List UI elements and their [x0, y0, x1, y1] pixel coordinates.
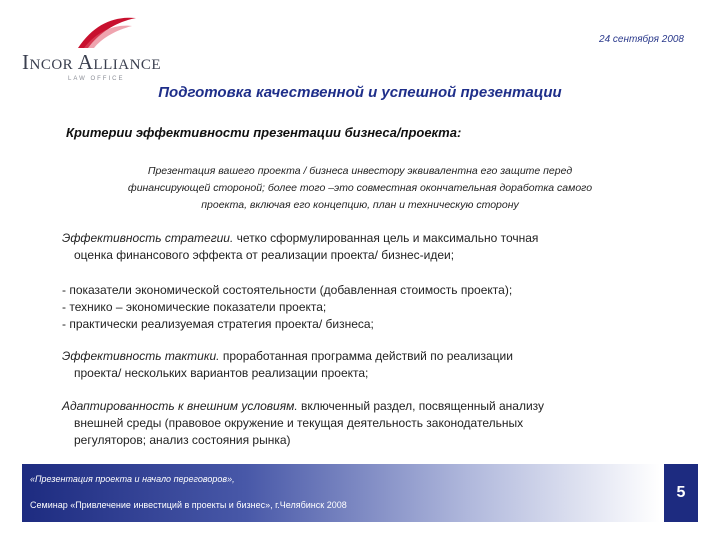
list-item: - технико – экономические показатели проекта;: [62, 300, 327, 314]
intro-line: Презентация вашего проекта / бизнеса инвестору эквивалентна его защите перед: [147, 165, 573, 177]
indicators-list: [62, 282, 662, 333]
adaptability-text-cont: регуляторов; анализ состояния рынка): [74, 433, 291, 447]
strategy-text-cont: оценка финансового эффекта от реализации проекта/ бизнес-идеи;: [74, 248, 455, 262]
tactics-text-cont: проекта/ нескольких вариантов реализации проекта;: [74, 366, 369, 380]
strategy-text: четко сформулированная цель и максимально точная: [233, 231, 539, 245]
tactics-block: [62, 348, 662, 382]
list-item: - показатели экономической состоятельности (добавленная стоимость проекта);: [62, 283, 513, 297]
list-item: - практически реализуемая стратегия проекта/ бизнеса;: [62, 317, 374, 331]
tactics-text: проработанная программа действий по реализации: [219, 349, 513, 363]
swoosh-icon: [70, 14, 140, 52]
strategy-block: [62, 230, 662, 264]
criteria-heading: Критерии эффективности презентации бизнеса/проекта:: [66, 125, 462, 140]
logo-name: Incor Alliance: [22, 50, 162, 74]
slide-date: 24 сентября 2008: [599, 34, 684, 45]
page-number: 5: [664, 464, 698, 522]
footer-seminar: Семинар «Привлечение инвестиций в проекты и бизнес», г.Челябинск 2008: [30, 500, 347, 510]
company-logo: [22, 14, 182, 80]
adaptability-text-cont: внешней среды (правовое окружение и текущая деятельность законодательных: [74, 416, 524, 430]
adaptability-text: включенный раздел, посвященный анализу: [297, 399, 545, 413]
intro-paragraph: [110, 163, 610, 214]
adaptability-block: [62, 398, 662, 449]
intro-line: проекта, включая его концепцию, план и техническую сторону: [201, 199, 519, 211]
intro-line: финансирующей стороной; более того –это совместная окончательная доработка самого: [127, 182, 593, 194]
footer-presentation-title: «Презентация проекта и начало переговоров»,: [30, 474, 235, 484]
strategy-term: Эффективность стратегии.: [62, 231, 234, 245]
footer-bar: [22, 464, 660, 522]
adaptability-term: Адаптированность к внешним условиям.: [62, 399, 298, 413]
tactics-term: Эффективность тактики.: [62, 349, 220, 363]
slide-title: Подготовка качественной и успешной презентации: [158, 84, 562, 101]
logo-subtitle: LAW OFFICE: [68, 76, 125, 82]
